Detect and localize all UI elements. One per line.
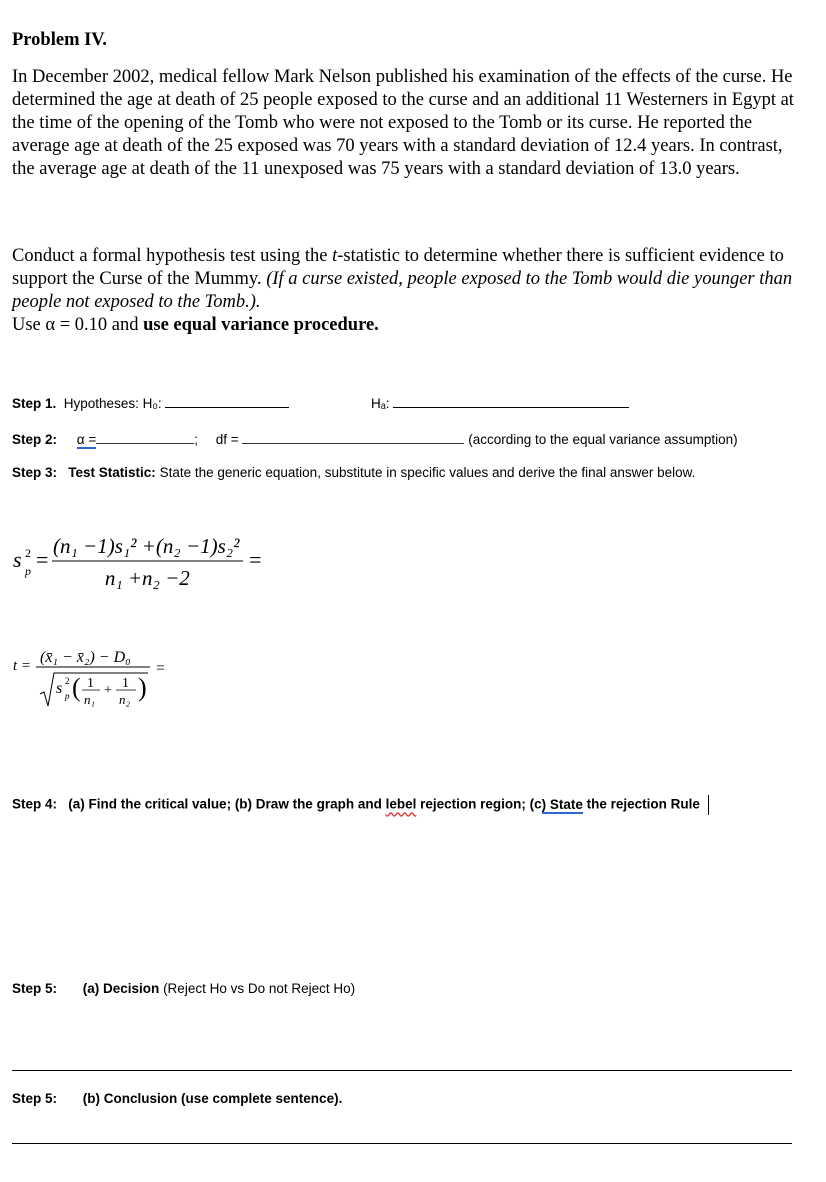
step3-text: State the generic equation, substitute in specific values and derive the final answer below. bbox=[159, 465, 696, 480]
df-blank[interactable] bbox=[242, 429, 464, 444]
step4 bbox=[12, 795, 709, 815]
plus: + bbox=[104, 683, 112, 698]
ha-blank[interactable] bbox=[393, 393, 629, 408]
step1-label: Step 1. bbox=[12, 396, 57, 411]
step4-label: Step 4: bbox=[12, 796, 58, 812]
paren-left: ( bbox=[72, 673, 81, 702]
t-symbol: t = bbox=[13, 658, 32, 674]
step5a-label: Step 5: bbox=[12, 981, 58, 996]
step3 bbox=[12, 465, 695, 480]
step1-h0-label: Hypotheses: H₀: bbox=[63, 396, 162, 411]
misspelled-word: lebel bbox=[385, 796, 417, 812]
s-sup: 2 bbox=[65, 676, 70, 686]
text-cursor bbox=[708, 795, 710, 815]
equals: = bbox=[36, 547, 49, 572]
step5b-label: Step 5: bbox=[12, 1091, 58, 1106]
one-2: 1 bbox=[122, 676, 129, 691]
sp-symbol: s bbox=[13, 547, 22, 572]
df-label: df = bbox=[215, 432, 239, 447]
h0-blank[interactable] bbox=[165, 393, 289, 408]
t-statistic-formula bbox=[0, 640, 300, 710]
conclusion-label: (b) Conclusion (use complete sentence). bbox=[82, 1091, 343, 1106]
instr-italic: (If a curse existed, people exposed to the Tomb would die younger than people not exposed to the Tomb.). bbox=[12, 269, 793, 312]
instr-t: t bbox=[332, 246, 338, 266]
decision-label: (a) Decision bbox=[82, 981, 160, 996]
paren-right: ) bbox=[138, 673, 147, 702]
decision-hint: (Reject Ho vs Do not Reject Ho) bbox=[159, 981, 356, 996]
semicolon: ; bbox=[194, 432, 198, 447]
one-1: 1 bbox=[87, 676, 94, 691]
alpha-blank[interactable] bbox=[96, 429, 194, 444]
equals-2: = bbox=[249, 547, 262, 572]
instr-alpha: Use α = 0.10 and bbox=[12, 315, 144, 335]
formula2-numerator: (x̄₁ − x̄₂) − D₀ bbox=[40, 649, 131, 666]
alpha-label: α = bbox=[76, 432, 97, 447]
equals-3: = bbox=[156, 660, 166, 677]
ha-label: Hₐ: bbox=[371, 396, 390, 411]
step2 bbox=[12, 429, 738, 447]
step4-text-b: rejection region; (c bbox=[416, 796, 542, 812]
step2-label: Step 2: bbox=[12, 432, 58, 447]
conclusion-answer-line[interactable] bbox=[12, 1143, 792, 1144]
sp-sup: 2 bbox=[25, 546, 31, 560]
s-sub: p bbox=[65, 691, 70, 701]
formula1-denominator: n₁ +n₂ −2 bbox=[104, 566, 190, 590]
formula1-numerator: (n₁ −1)s₁² +(n₂ −1)s₂² bbox=[53, 534, 240, 558]
df-note: (according to the equal variance assumption) bbox=[468, 432, 738, 447]
pooled-variance-formula bbox=[0, 520, 420, 600]
step5a bbox=[12, 981, 355, 996]
step4-text-d: the rejection Rule bbox=[582, 796, 700, 812]
step5b bbox=[12, 1091, 342, 1106]
problem-title: Problem IV. bbox=[12, 30, 107, 50]
s-symbol: s bbox=[56, 680, 63, 697]
sp-sub: p bbox=[25, 564, 31, 578]
step3-bold: Test Statistic: bbox=[68, 465, 156, 480]
instr-text: Conduct a formal hypothesis test using the bbox=[12, 246, 333, 266]
decision-answer-line[interactable] bbox=[12, 1070, 792, 1071]
n1: n₁ bbox=[84, 692, 96, 707]
step3-label: Step 3: bbox=[12, 465, 58, 480]
step1 bbox=[12, 393, 289, 411]
step4-text-a: (a) Find the critical value; (b) Draw the graph and bbox=[68, 796, 386, 812]
step4-text-c: ) State bbox=[541, 796, 583, 812]
instr-text2: -statistic to determine whether there is sufficient evidence to support the Curse of the Mummy. bbox=[12, 246, 784, 289]
problem-description: In December 2002, medical fellow Mark Nelson published his examination of the effects of the curse. He determined the age at death of 25 people exposed to the curse and an additional 11 Westerners in Egypt at the time of the opening of the Tomb who were not exposed to the Tomb or its curse. He reported the average age at death of the 25 exposed was 70 years with a standard deviation of 12.4 years. In contrast, the average age at death of the 11 unexposed was 75 years with a standard deviation of 13.0 years. bbox=[12, 67, 794, 179]
instr-equal-variance: use equal variance procedure. bbox=[143, 315, 379, 335]
task-instructions bbox=[12, 245, 802, 337]
step1-ha bbox=[371, 393, 629, 411]
n2: n₂ bbox=[119, 692, 131, 707]
